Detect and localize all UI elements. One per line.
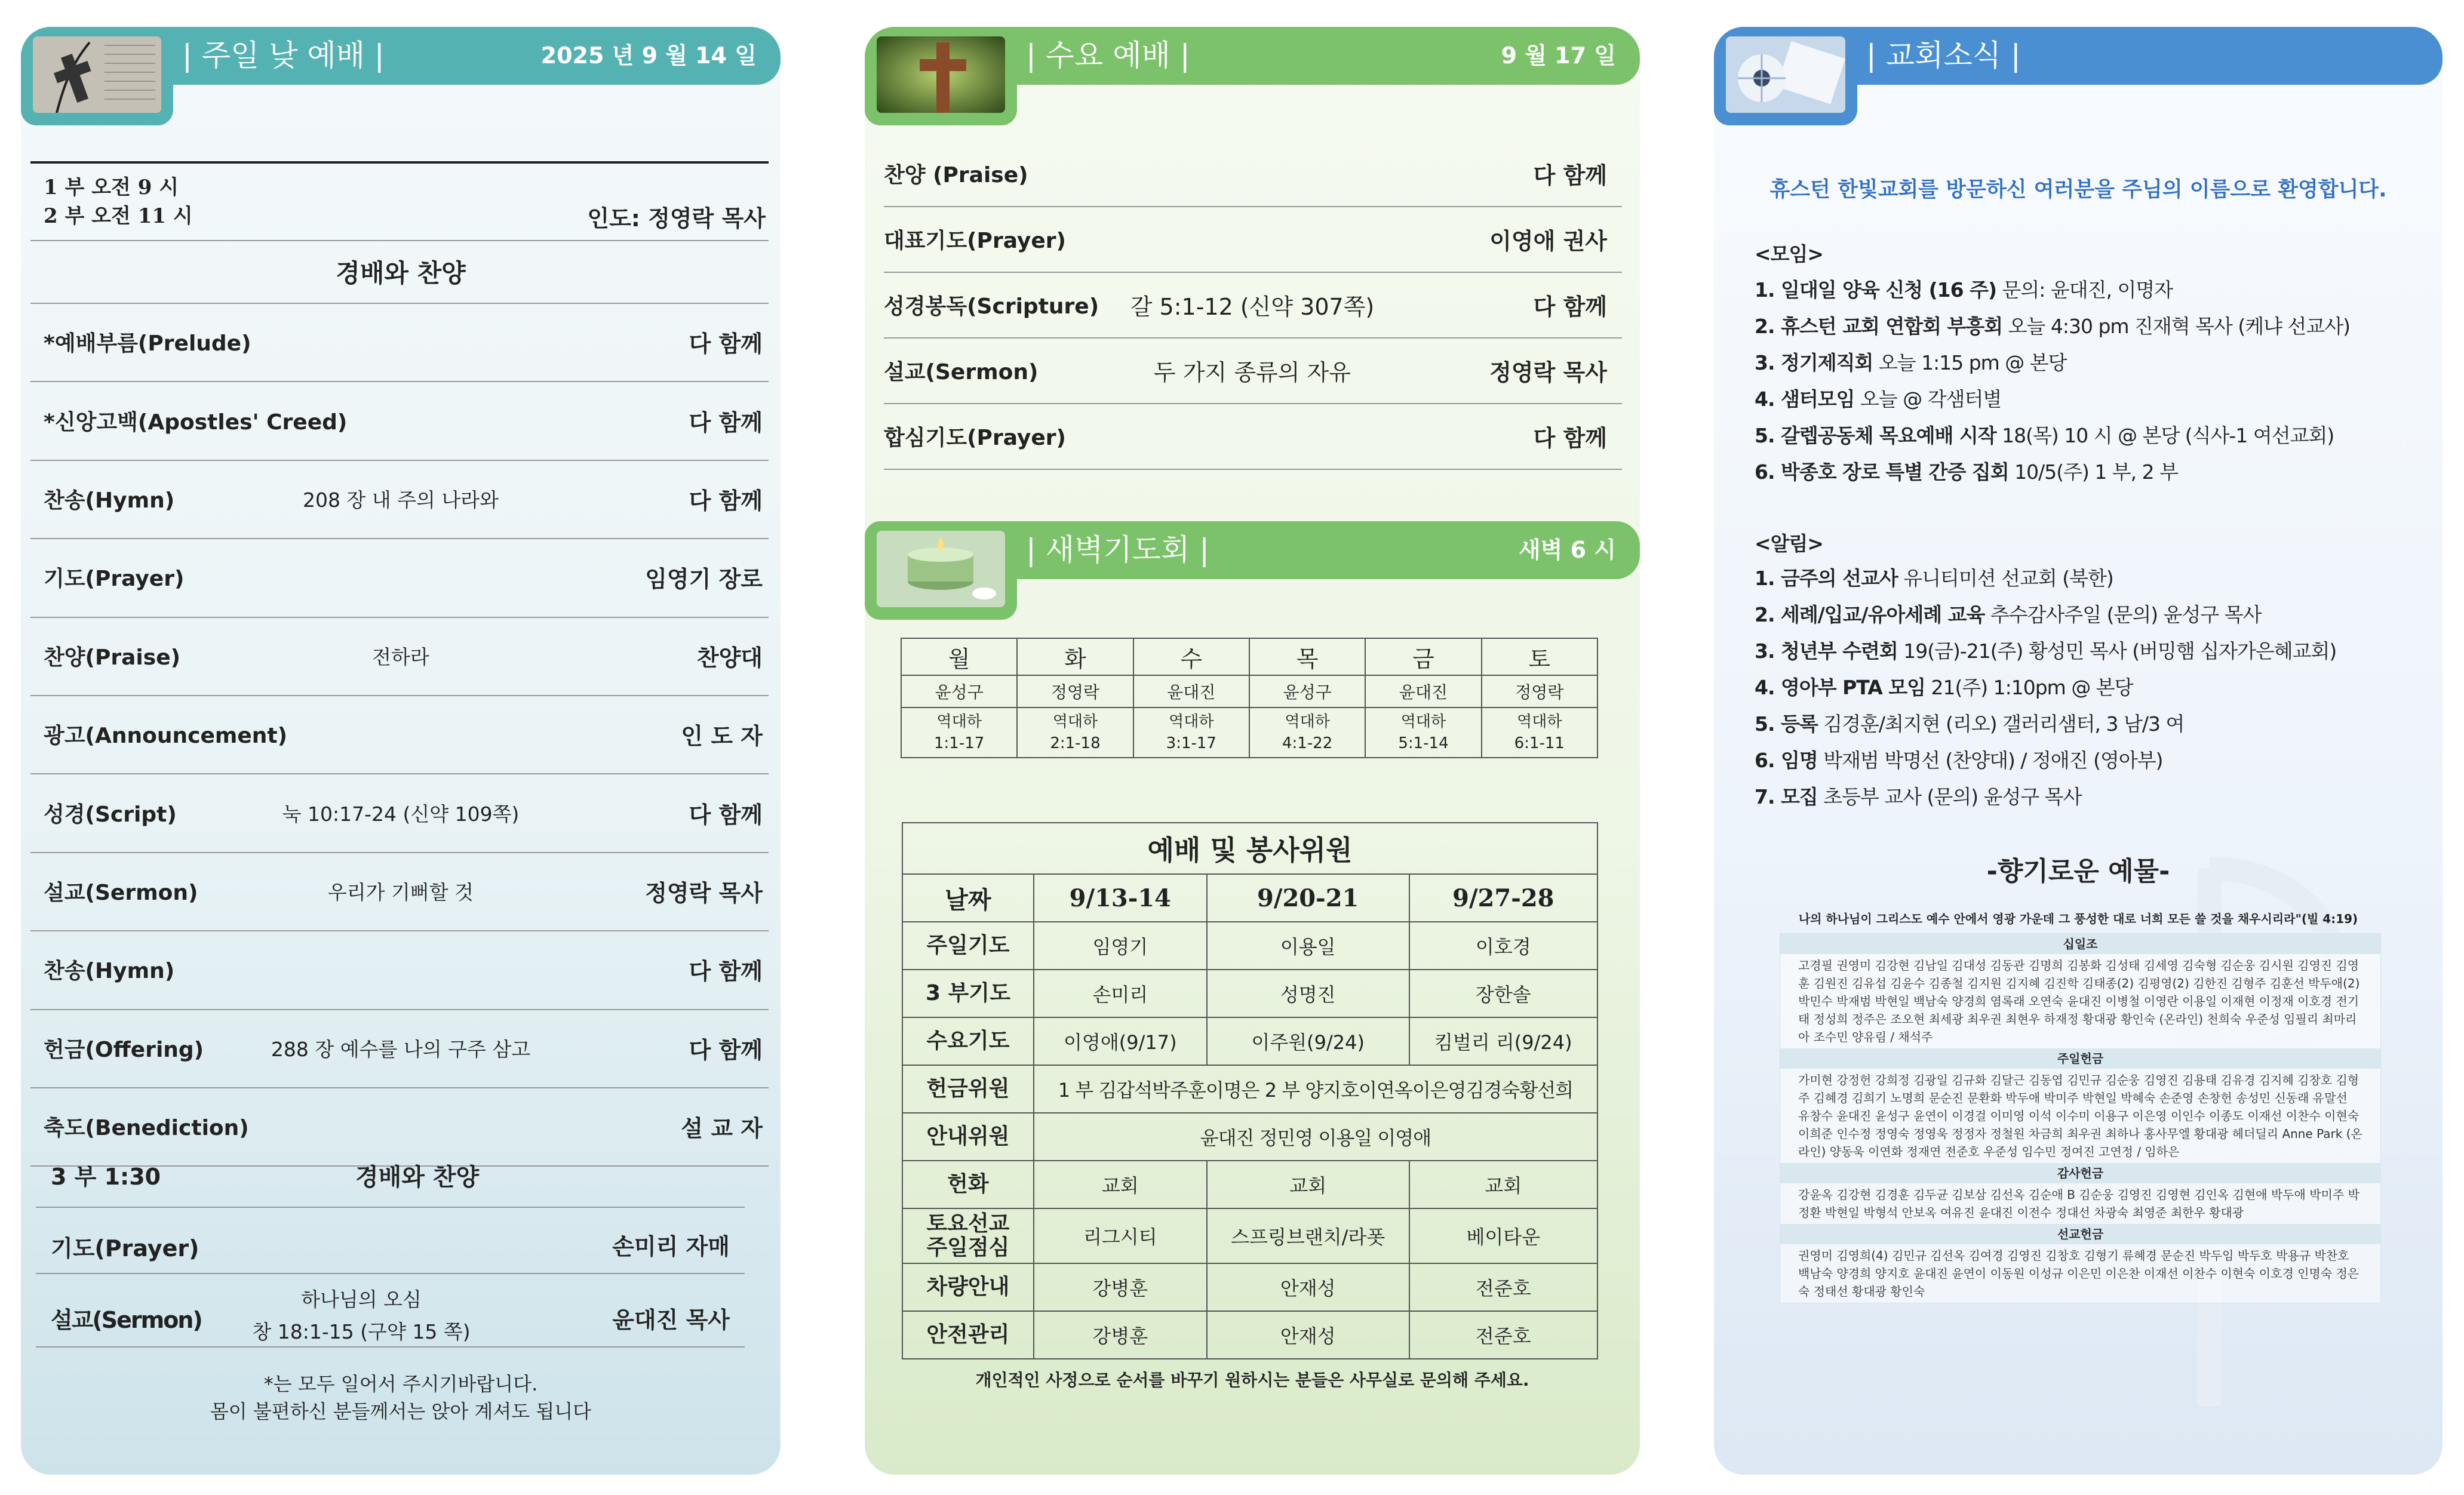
news-item xyxy=(1755,782,2081,810)
divider xyxy=(36,1346,745,1348)
day-cell: 화 xyxy=(1017,638,1133,675)
news-item-detail: 오늘 4:30 pm 진재혁 목사 (케냐 선교사) xyxy=(2002,315,2351,338)
role-label: 안전관리 xyxy=(902,1311,1034,1359)
servants-row xyxy=(902,1263,1597,1311)
assignee-cell: 교회 xyxy=(1207,1161,1409,1208)
order-row xyxy=(21,460,781,538)
news-item-title: 2. 휴스턴 교회 연합회 부흥회 xyxy=(1755,315,2003,338)
mission-offering-names: 권영미 김영희(4) 김민규 김선옥 김여경 김영진 김창호 김형기 류혜경 문순진 박두임 박두호 박용규 박찬호 백남숙 양경희 양지호 윤대진 윤연이 이동원 이성규 이은민 이은찬 이재선 이찬수 이현숙 이호경 인명숙 정은숙 정태선 황대광 황인숙 xyxy=(1798,1248,2359,1299)
assignee-cell: 교회 xyxy=(1034,1161,1207,1208)
order-row xyxy=(21,773,781,851)
order-label: 찬송(Hymn) xyxy=(44,959,175,984)
news-item xyxy=(1755,275,2173,303)
third-sermon-label: 설교(Sermon) xyxy=(51,1307,202,1333)
order-row xyxy=(21,303,781,381)
role-assignees: 1 부 김갑석박주훈이명은 2 부 양지호이연옥이은영김경숙황선희 xyxy=(1034,1065,1597,1113)
news-item xyxy=(1755,311,2350,339)
news-item xyxy=(1755,457,2178,485)
servants-row xyxy=(902,970,1597,1017)
leader-cell: 정영락 xyxy=(1017,675,1133,707)
role-label: 안내위원 xyxy=(902,1113,1034,1161)
order-row xyxy=(21,617,781,695)
news-item xyxy=(1755,636,2336,664)
sunday-offering-names: 가미현 강정헌 강희정 김광일 김규화 김달근 김동엽 김민규 김순웅 김영진 김용태 김유경 김지혜 김창호 김형주 김혜경 김희기 노명희 문순진 문환화 박두애 박미주 박현일 박혜숙 손준영 손창헌 송성민 신동래 유말선 유창수 윤대진 윤성구 윤연이 이경걸 이미영 이석 이수미 이용구 이은영 이인수 이종도 이재선 이찬수 이현숙 이희준 인수정 정영숙 정영욱 정정자 정철원 차금희 최우권 최하나 홍사무엘 황대광 헤더딜리 Anne Park (온라인) 양동욱 이연화 정재연 전준호 우준성 임수민 정여진 고연정 / 임하은 xyxy=(1798,1073,2362,1159)
offering-verse: 나의 하나님이 그리스도 예수 안에서 영광 가운데 그 풍성한 대로 너희 모든 쓸 것을 채우시리라"(빌 4:19) xyxy=(1798,912,2358,926)
scripture-book: 역대하 xyxy=(936,713,982,731)
service-2-time: 2 부 오전 11 시 xyxy=(44,204,193,228)
news-item-detail: 21(주) 1:10pm @ 본당 xyxy=(1925,676,2133,699)
order-detail: 전하라 xyxy=(372,645,429,669)
order-leader: 설 교 자 xyxy=(681,1115,763,1142)
thanks-offering-header: 감사헌금 xyxy=(1780,1163,2380,1183)
sunday-title: | 주일 낮 예배 | xyxy=(182,38,385,73)
wooden-cross-image xyxy=(877,36,1005,113)
scripture-cell xyxy=(1017,707,1133,758)
candle-image xyxy=(877,531,1005,607)
scripture-ref: 2:1-18 xyxy=(1050,734,1101,752)
order-row xyxy=(865,403,1640,469)
scripture-cell xyxy=(1482,707,1597,758)
order-detail: 갈 5:1-12 (신약 307쪽) xyxy=(1130,293,1375,320)
assignee-cell: 이호경 xyxy=(1409,922,1597,970)
order-row xyxy=(21,1009,781,1087)
scripture-book: 역대하 xyxy=(1517,713,1562,731)
scripture-ref: 5:1-14 xyxy=(1398,734,1449,752)
dawn-schedule-table xyxy=(901,638,1598,758)
order-leader: 다 함께 xyxy=(689,331,763,358)
order-label: *예배부름(Prelude) xyxy=(44,331,251,356)
order-label: 합심기도(Prayer) xyxy=(884,425,1066,450)
order-row xyxy=(21,695,781,773)
servants-row xyxy=(902,922,1597,970)
servants-title-row xyxy=(902,823,1597,874)
order-row xyxy=(865,140,1640,206)
leader-cell: 윤성구 xyxy=(901,675,1017,707)
assignee-cell: 이영애(9/17) xyxy=(1034,1017,1207,1065)
order-leader: 다 함께 xyxy=(1533,162,1607,189)
third-prayer-label: 기도(Prayer) xyxy=(51,1235,199,1262)
news-item xyxy=(1755,599,2262,627)
assignee-cell: 스프링브랜치/라폿 xyxy=(1207,1208,1409,1263)
news-item-detail: 추수감사주일 (문의) 윤성구 목사 xyxy=(1984,603,2262,626)
order-detail: 208 장 내 주의 나라와 xyxy=(302,488,499,512)
days-row xyxy=(901,638,1597,675)
day-cell: 금 xyxy=(1365,638,1481,675)
sunday-thumbnail-frame xyxy=(21,27,173,125)
thanks-offering-names: 강윤옥 김강현 김경훈 김두균 김보삼 김선옥 김순애 B 김순웅 김영진 김영현 김인옥 김현애 박두애 박미주 박정환 박현일 박형석 안보옥 여유진 윤대진 이전수 정대선 차광숙 최영준 최한우 황대광 xyxy=(1798,1188,2359,1220)
divider xyxy=(36,1207,745,1208)
order-leader: 다 함께 xyxy=(689,487,763,514)
servants-table xyxy=(902,822,1598,1359)
news-title: | 교회소식 | xyxy=(1866,38,2021,73)
servants-row xyxy=(902,1113,1597,1161)
scripture-cell xyxy=(1365,707,1481,758)
scripture-cell xyxy=(901,707,1017,758)
servants-row xyxy=(902,1065,1597,1113)
order-detail: 두 가지 종류의 자유 xyxy=(1154,359,1351,386)
divider xyxy=(36,1273,745,1274)
order-leader: 정영락 목사 xyxy=(645,879,763,906)
news-thumbnail-frame xyxy=(1714,27,1857,125)
news-item-title: 2. 세례/입교/유아세례 교육 xyxy=(1755,603,1985,626)
third-prayer-leader: 손미리 자매 xyxy=(612,1233,730,1260)
scripture-book: 역대하 xyxy=(1169,713,1214,731)
assignee-cell: 이용일 xyxy=(1207,922,1409,970)
divider xyxy=(30,161,769,164)
header-cell: 9/20-21 xyxy=(1207,874,1409,922)
worship-leader: 인도: 정영락 목사 xyxy=(587,205,766,232)
order-label: 축도(Benediction) xyxy=(44,1116,249,1141)
dawn-time: 새벽 6 시 xyxy=(1518,537,1616,563)
offering-list xyxy=(1780,933,2381,1303)
church-news-panel xyxy=(1714,27,2443,1475)
assignee-cell: 전준호 xyxy=(1409,1311,1597,1359)
scripture-book: 역대하 xyxy=(1285,713,1330,731)
news-item-detail: 초등부 교사 (문의) 윤성구 목사 xyxy=(1817,785,2082,808)
scripture-book: 역대하 xyxy=(1052,713,1098,731)
order-row xyxy=(21,1087,781,1165)
role-label: 차량안내 xyxy=(902,1263,1034,1311)
order-row xyxy=(865,272,1640,337)
role-label: 헌화 xyxy=(902,1161,1034,1208)
news-item-title: 1. 금주의 선교사 xyxy=(1755,567,1898,590)
scripture-book: 역대하 xyxy=(1400,713,1446,731)
scripture-ref: 4:1-22 xyxy=(1282,734,1333,752)
sunday-service-panel xyxy=(21,27,781,1475)
order-row xyxy=(21,381,781,459)
order-leader: 다 함께 xyxy=(689,1036,763,1063)
order-label: 성경(Script) xyxy=(44,802,177,827)
service-times xyxy=(44,173,193,230)
news-item xyxy=(1755,384,2001,412)
assignee-cell: 임영기 xyxy=(1034,922,1207,970)
servants-header-row xyxy=(902,874,1597,922)
news-item-detail: 오늘 1:15 pm @ 본당 xyxy=(1873,351,2067,374)
order-label: *신앙고백(Apostles' Creed) xyxy=(44,410,348,435)
third-service-time: 3 부 1:30 xyxy=(51,1164,161,1190)
order-label: 대표기도(Prayer) xyxy=(884,228,1066,253)
third-sermon-preacher: 윤대진 목사 xyxy=(612,1307,730,1333)
news-item-title: 4. 샘터모임 xyxy=(1755,387,1855,411)
servants-footnote: 개인적인 사정으로 순서를 바꾸기 원하시는 분들은 사무실로 문의해 주세요. xyxy=(975,1370,1529,1390)
news-item xyxy=(1755,672,2133,700)
order-label: 기도(Prayer) xyxy=(44,567,185,592)
order-leader: 다 함께 xyxy=(1533,293,1607,320)
order-label: 헌금(Offering) xyxy=(44,1037,204,1062)
assignee-cell: 손미리 xyxy=(1034,970,1207,1017)
order-detail: 우리가 기뻐할 것 xyxy=(327,880,474,904)
leader-cell: 정영락 xyxy=(1482,675,1597,707)
third-sermon-ref: 창 18:1-15 (구약 15 쪽) xyxy=(252,1320,471,1343)
order-leader: 다 함께 xyxy=(689,409,763,436)
news-item-title: 5. 갈렙공동체 목요예배 시작 xyxy=(1755,424,1996,447)
flower-card-image xyxy=(1726,36,1845,113)
order-label: 찬송(Hymn) xyxy=(44,488,175,513)
sunday-footnote xyxy=(21,1370,781,1425)
scripture-ref: 6:1-11 xyxy=(1514,734,1565,752)
news-item-title: 6. 박종호 장로 특별 간증 집회 xyxy=(1755,460,2009,484)
news-item-detail: 김경훈/최지현 (리오) 갤러리샘터, 3 남/3 여 xyxy=(1817,712,2185,736)
order-leader: 다 함께 xyxy=(1533,424,1607,451)
assignee-cell: 킴벌리 리(9/24) xyxy=(1409,1017,1597,1065)
news-item-title: 1. 일대일 양육 신청 (16 주) xyxy=(1755,278,1997,302)
third-sermon-detail xyxy=(248,1284,475,1348)
assignee-cell: 리그시티 xyxy=(1034,1208,1207,1263)
role-assignees: 윤대진 정민영 이용일 이영애 xyxy=(1034,1113,1597,1161)
order-label: 성경봉독(Scripture) xyxy=(884,294,1099,319)
news-item-title: 7. 모집 xyxy=(1755,785,1818,808)
news-item-detail: 오늘 @ 각샘터별 xyxy=(1854,387,2002,411)
order-label: 광고(Announcement) xyxy=(44,724,288,749)
order-leader: 이영애 권사 xyxy=(1489,227,1607,254)
meetings-header: <모임> xyxy=(1755,242,1824,266)
order-leader: 찬양대 xyxy=(696,644,763,671)
servants-row xyxy=(902,1311,1597,1359)
order-detail: 눅 10:17-24 (신약 109쪽) xyxy=(282,802,520,826)
scripture-ref: 3:1-17 xyxy=(1166,734,1216,752)
mission-offering-header: 선교헌금 xyxy=(1780,1224,2380,1244)
assignee-cell: 안재성 xyxy=(1207,1311,1409,1359)
seated-note: 몸이 불편하신 분들께서는 앉아 계셔도 됩니다 xyxy=(210,1400,592,1423)
role-label: 주일기도 xyxy=(902,922,1034,970)
dawn-thumbnail-frame xyxy=(865,521,1017,620)
assignee-cell: 장한솔 xyxy=(1409,970,1597,1017)
leader-cell: 윤대진 xyxy=(1133,675,1249,707)
order-label: 설교(Sermon) xyxy=(44,880,198,905)
assignee-cell: 성명진 xyxy=(1207,970,1409,1017)
leaders-row xyxy=(901,675,1597,707)
divider xyxy=(30,240,769,241)
day-cell: 수 xyxy=(1133,638,1249,675)
role-label: 토요선교 주일점심 xyxy=(902,1208,1034,1263)
news-item xyxy=(1755,563,2113,591)
order-leader: 다 함께 xyxy=(689,801,763,828)
news-item-title: 4. 영아부 PTA 모임 xyxy=(1755,676,1926,699)
scripture-cell xyxy=(1133,707,1249,758)
order-row xyxy=(21,852,781,930)
leader-cell: 윤대진 xyxy=(1365,675,1481,707)
news-item xyxy=(1755,745,2162,773)
standing-note: *는 모두 일어서 주시기바랍니다. xyxy=(263,1373,538,1395)
news-item-detail: 10/5(주) 1 부, 2 부 xyxy=(2008,460,2179,484)
section-title-praise: 경배와 찬양 xyxy=(336,259,466,288)
sunday-date: 2025 년 9 월 14 일 xyxy=(540,42,757,69)
servants-title: 예배 및 봉사위원 xyxy=(902,823,1597,874)
servants-row xyxy=(902,1208,1597,1263)
third-service-section: 경배와 찬양 xyxy=(355,1164,480,1191)
news-item xyxy=(1755,347,2067,376)
welcome-message: 휴스턴 한빛교회를 방문하신 여러분을 주님의 이름으로 환영합니다. xyxy=(1769,178,2387,202)
news-item xyxy=(1755,420,2334,448)
order-row xyxy=(21,930,781,1008)
order-row xyxy=(21,538,781,616)
wednesday-title: | 수요 예배 | xyxy=(1026,38,1190,73)
news-item-detail: 문의: 윤대진, 이명자 xyxy=(1996,278,2173,302)
assignee-cell: 전준호 xyxy=(1409,1263,1597,1311)
order-row xyxy=(865,337,1640,403)
order-leader: 정영락 목사 xyxy=(1489,359,1607,386)
assignee-cell: 베이타운 xyxy=(1409,1208,1597,1263)
bible-cross-image xyxy=(33,36,161,113)
wednesday-thumbnail-frame xyxy=(865,27,1017,125)
scripture-ref: 1:1-17 xyxy=(934,734,985,752)
header-cell: 9/27-28 xyxy=(1409,874,1597,922)
scripture-row xyxy=(901,707,1597,758)
order-leader: 다 함께 xyxy=(689,958,763,985)
wednesday-date: 9 월 17 일 xyxy=(1501,42,1616,69)
news-item-detail: 19(금)-21(주) 황성민 목사 (버밍햄 십자가은혜교회) xyxy=(1897,639,2337,663)
assignee-cell: 이주원(9/24) xyxy=(1207,1017,1409,1065)
assignee-cell: 교회 xyxy=(1409,1161,1597,1208)
header-cell: 날짜 xyxy=(902,874,1034,922)
order-row xyxy=(865,206,1640,272)
header-cell: 9/13-14 xyxy=(1034,874,1207,922)
tithe-names: 고경필 권영미 김강현 김남일 김대성 김동관 김명희 김봉화 김성태 김세영 김숙형 김순웅 김시원 김영진 김영훈 김원진 김유섭 김윤수 김종철 김지원 김지혜 김진학 김태종(2) 김평영(2) 김한진 김형주 김훈선 박두애(2) 박민수 박재범 박현일 백남숙 양경희 염록래 오연숙 윤대진 이병철 이영란 이용일 이재현 이정재 이호경 전기태 정성희 정주은 조오현 최세광 최우권 최현우 하재정 황대광 황인숙 (온라인) 천희숙 우준성 임필리 최마리아 조수민 양유림 / 채석주 xyxy=(1798,958,2360,1044)
assignee-cell: 강병훈 xyxy=(1034,1263,1207,1311)
assignee-cell: 안재성 xyxy=(1207,1263,1409,1311)
servants-row xyxy=(902,1161,1597,1208)
order-label: 찬양 (Praise) xyxy=(884,162,1028,187)
servants-row xyxy=(902,1017,1597,1065)
day-cell: 토 xyxy=(1482,638,1597,675)
news-item xyxy=(1755,709,2184,737)
scripture-cell xyxy=(1249,707,1365,758)
order-leader: 인 도 자 xyxy=(681,723,763,750)
divider xyxy=(884,469,1622,470)
third-sermon-title: 하나님의 오심 xyxy=(301,1288,422,1311)
day-cell: 월 xyxy=(901,638,1017,675)
role-label: 3 부기도 xyxy=(902,970,1034,1017)
news-item-title: 5. 등록 xyxy=(1755,712,1818,736)
day-cell: 목 xyxy=(1249,638,1365,675)
role-label: 수요기도 xyxy=(902,1017,1034,1065)
assignee-cell: 강병훈 xyxy=(1034,1311,1207,1359)
notices-header: <알림> xyxy=(1755,532,1824,555)
dawn-title: | 새벽기도회 | xyxy=(1026,533,1209,567)
news-item-detail: 18(목) 10 시 @ 본당 (식사-1 여선교회) xyxy=(1996,424,2334,447)
offering-title: -향기로운 예물- xyxy=(1986,856,2170,887)
sunday-offering-header: 주일헌금 xyxy=(1780,1048,2380,1069)
order-label: 찬양(Praise) xyxy=(44,645,181,670)
service-1-time: 1 부 오전 9 시 xyxy=(44,176,179,199)
order-label: 설교(Sermon) xyxy=(884,359,1039,384)
order-leader: 임영기 장로 xyxy=(645,566,763,593)
news-item-title: 6. 임명 xyxy=(1755,749,1818,772)
tithe-header: 십일조 xyxy=(1780,934,2380,954)
leader-cell: 윤성구 xyxy=(1249,675,1365,707)
role-label: 헌금위원 xyxy=(902,1065,1034,1113)
news-item-title: 3. 정기제직회 xyxy=(1755,351,1873,374)
order-detail: 288 장 예수를 나의 구주 삼고 xyxy=(271,1037,531,1061)
news-item-detail: 유니티미션 선교회 (북한) xyxy=(1897,567,2113,590)
wednesday-service-panel xyxy=(865,27,1640,1475)
news-item-title: 3. 청년부 수련회 xyxy=(1755,639,1898,663)
news-item-detail: 박재범 박명선 (찬양대) / 정애진 (영아부) xyxy=(1817,749,2163,772)
